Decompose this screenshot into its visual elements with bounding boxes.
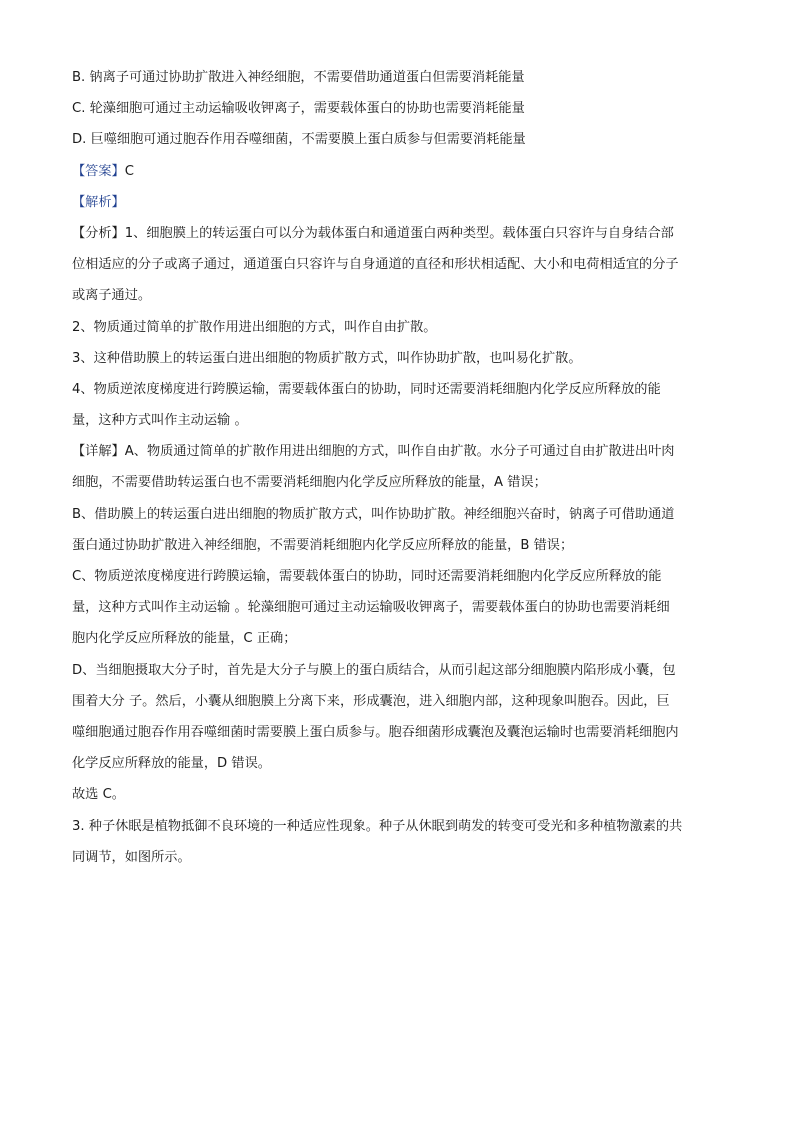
xiangjie-text: A、物质通过简单的扩散作用进出细胞的方式，叫作自由扩散。水分子可通过自由扩散进出叶肉 [124, 444, 675, 460]
xiangjie-line-9: 围着大分 子。然后，小囊从细胞膜上分离下来，形成囊泡，进入细胞内部，这种现象叫胞吞。因此，巨 [72, 693, 670, 709]
option-b: B. 钠离子可通过协助扩散进入神经细胞，不需要借助通道蛋白但需要消耗能量 [72, 70, 525, 85]
xiangjie-tag: 【详解】 [72, 444, 125, 460]
fenxi-line-1 [72, 218, 722, 249]
conclusion-line: 故选 C。 [72, 787, 125, 803]
xiangjie-line-5: C、物质逆浓度梯度进行跨膜运输，需要载体蛋白的协助，同时还需要消耗细胞内化学反应所释放的能 [72, 569, 662, 584]
question-3-line-2: 同调节，如图所示。 [72, 849, 191, 865]
xiangjie-line-4: 蛋白通过协助扩散进入神经细胞，不需要消耗细胞内化学反应所释放的能量，B 错误； [72, 537, 574, 553]
question-3-line-1: 3. 种子休眠是植物抵御不良环境的一种适应性现象。种子从休眠到萌发的转变可受光和多种植物激素的共 [72, 818, 683, 834]
fenxi-line-4: 2、物质通过简单的扩散作用进出细胞的方式，叫作自由扩散。 [72, 319, 437, 335]
fenxi-line-2: 位相适应的分子或离子通过，通道蛋白只容许与自身通道的直径和形状相适配、大小和电荷相适宜的分子 [72, 257, 679, 273]
option-d: D. 巨噬细胞可通过胞吞作用吞噬细菌，不需要膜上蛋白质参与但需要消耗能量 [72, 132, 526, 148]
xiangjie-line-1 [72, 436, 722, 467]
xiangjie-line-6: 量，这种方式叫作主动运输 。轮藻细胞可通过主动运输吸收钾离子，需要载体蛋白的协助也需要消耗细 [72, 600, 670, 616]
xiangjie-line-10: 噬细胞通过胞吞作用吞噬细菌时需要膜上蛋白质参与。胞吞细菌形成囊泡及囊泡运输时也需要消耗细胞内 [72, 724, 679, 740]
xiangjie-line-11: 化学反应所释放的能量，D 错误。 [72, 756, 271, 772]
analysis-line [72, 187, 722, 218]
analysis-tag: 【解析】 [72, 194, 125, 210]
document-page [72, 62, 722, 873]
fenxi-text: 1、细胞膜上的转运蛋白可以分为载体蛋白和通道蛋白两种类型。载体蛋白只容许与自身结合部 [124, 225, 674, 241]
xiangjie-line-7: 胞内化学反应所释放的能量，C 正确； [72, 631, 297, 647]
xiangjie-line-2: 细胞，不需要借助转运蛋白也不需要消耗细胞内化学反应所释放的能量，A 错误； [72, 475, 547, 491]
xiangjie-line-8: D、当细胞摄取大分子时，首先是大分子与膜上的蛋白质结合，从而引起这部分细胞膜内陷形成小囊，包 [72, 662, 676, 678]
answer-value: C [124, 163, 134, 179]
fenxi-line-5: 3、这种借助膜上的转运蛋白进出细胞的物质扩散方式，叫作协助扩散，也叫易化扩散。 [72, 350, 582, 366]
answer-line [72, 156, 722, 187]
fenxi-line-7: 量，这种方式叫作主动运输 。 [72, 413, 248, 429]
xiangjie-line-3: B、借助膜上的转运蛋白进出细胞的物质扩散方式，叫作协助扩散。神经细胞兴奋时，钠离子可借助通道 [72, 506, 675, 522]
fenxi-tag: 【分析】 [72, 225, 125, 241]
answer-tag: 【答案】 [72, 163, 125, 179]
option-c: C. 轮藻细胞可通过主动运输吸收钾离子，需要载体蛋白的协助也需要消耗能量 [72, 101, 525, 117]
fenxi-line-6: 4、物质逆浓度梯度进行跨膜运输，需要载体蛋白的协助，同时还需要消耗细胞内化学反应所释放的能 [72, 381, 661, 397]
fenxi-line-3: 或离子通过。 [72, 288, 152, 304]
